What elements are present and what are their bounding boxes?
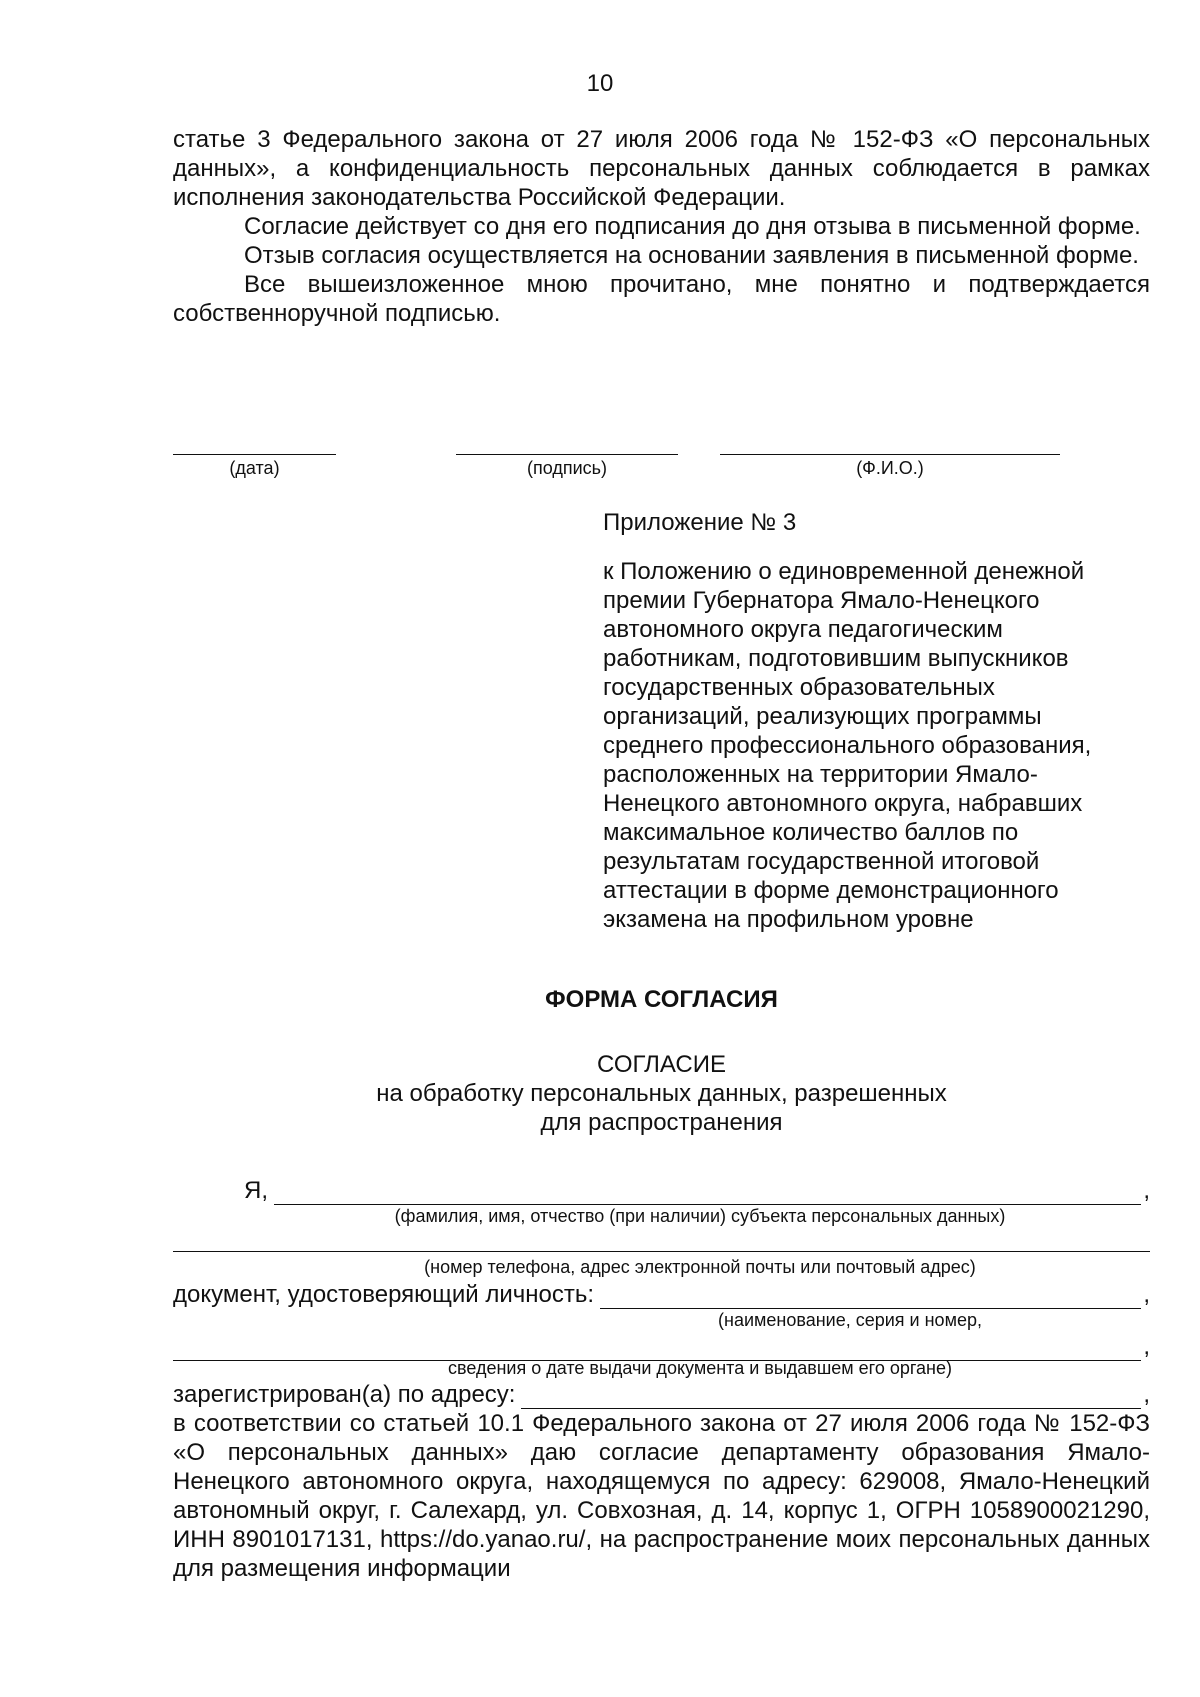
address-comma: ,: [1143, 1381, 1150, 1408]
appendix-line: к Положению о единовременной денежной: [603, 558, 1085, 585]
page-number: 10: [586, 70, 614, 97]
consent-body-paragraph: в соответствии со статьей 10.1 Федерального закона от 27 июля 2006 года № 152-ФЗ «О персональных данных» даю согласие департаменту образования Ямало-Ненецкого автономного округа, находящемуся по адресу: 629008, Ямало-Ненецкий автономный округ, г. Салехард, ул. Совхозная, д. 14, корпус 1, ОГРН 1058900021290, ИНН 8901017131, https://do.yanao.ru/, на распространение моих персональных данных для размещения информации: [173, 1410, 1150, 1582]
signature-line: [456, 438, 678, 455]
appendix-line: организаций, реализующих программы: [603, 703, 1042, 730]
paragraph-revocation: Отзыв согласия осуществляется на основании заявления в письменной форме.: [244, 242, 1139, 269]
appendix-line: автономного округа педагогическим: [603, 616, 1003, 643]
name-caption: (Ф.И.О.): [856, 458, 924, 478]
document-input-line[interactable]: [600, 1286, 1141, 1309]
appendix-line: премии Губернатора Ямало-Ненецкого: [603, 587, 1040, 614]
appendix-line: результатам государственной итоговой: [603, 848, 1040, 875]
appendix-line: аттестации в форме демонстрационного: [603, 877, 1059, 904]
appendix-title: Приложение № 3: [603, 509, 797, 536]
contact-input-line[interactable]: [173, 1229, 1150, 1252]
address-input-line[interactable]: [521, 1386, 1141, 1409]
date-signature-field: [173, 438, 336, 479]
signature-caption: (подпись): [526, 458, 608, 478]
form-heading: ФОРМА СОГЛАСИЯ: [545, 986, 778, 1013]
consent-body-text: [173, 1409, 1150, 1583]
appendix-line: Ненецкого автономного округа, набравших: [603, 790, 1083, 817]
fio-field-row: [244, 1176, 1150, 1205]
fio-caption: (фамилия, имя, отчество (при наличии) субъекта персональных данных): [394, 1206, 1006, 1226]
issue-comma: ,: [1143, 1333, 1150, 1360]
registered-label: зарегистрирован(а) по адресу:: [173, 1381, 516, 1408]
appendix-line: работникам, подготовившим выпускников: [603, 645, 1069, 672]
consent-continuation-text: [173, 125, 1150, 328]
contact-caption: (номер телефона, адрес электронной почты или почтовый адрес): [424, 1257, 976, 1277]
document-comma: ,: [1143, 1281, 1150, 1308]
fio-comma: ,: [1143, 1177, 1150, 1204]
appendix-reference: [603, 557, 1163, 934]
signature-field: [456, 438, 678, 479]
issue-caption: сведения о дате выдачи документа и выдавшем его органе): [447, 1358, 953, 1378]
document-field-row: [173, 1280, 1150, 1309]
fio-input-line[interactable]: [274, 1182, 1141, 1205]
appendix-line: максимальное количество баллов по: [603, 819, 1019, 846]
document-caption: (наименование, серия и номер,: [718, 1310, 982, 1330]
paragraph-confirmation: Все вышеизложенное мною прочитано, мне понятно и подтверждается собственноручной подписью.: [173, 271, 1150, 327]
paragraph-validity: Согласие действует со дня его подписания до дня отзыва в письменной форме.: [244, 213, 1141, 240]
appendix-line: расположенных на территории Ямало-: [603, 761, 1038, 788]
signature-row: [173, 438, 1150, 488]
consent-subtitle-line: для распространения: [540, 1109, 783, 1136]
name-signature-field: [720, 438, 1060, 479]
name-line: [720, 438, 1060, 455]
date-caption: (дата): [229, 458, 280, 478]
consent-title: СОГЛАСИЕ: [597, 1051, 726, 1078]
appendix-line: среднего профессионального образования,: [603, 732, 1092, 759]
consent-subtitle-line: на обработку персональных данных, разрешенных: [376, 1080, 947, 1107]
appendix-line: государственных образовательных: [603, 674, 995, 701]
i-label: Я,: [244, 1177, 268, 1204]
paragraph-confidentiality: статье 3 Федерального закона от 27 июля 2006 года № 152-ФЗ «О персональных данных», а конфиденциальность персональных данных соблюдается в рамках исполнения законодательства Российской Федерации.: [173, 126, 1150, 211]
date-line: [173, 438, 336, 455]
contact-field-row: [173, 1229, 1150, 1252]
address-field-row: [173, 1380, 1150, 1409]
appendix-line: экзамена на профильном уровне: [603, 906, 974, 933]
document-label: документ, удостоверяющий личность:: [173, 1281, 595, 1308]
